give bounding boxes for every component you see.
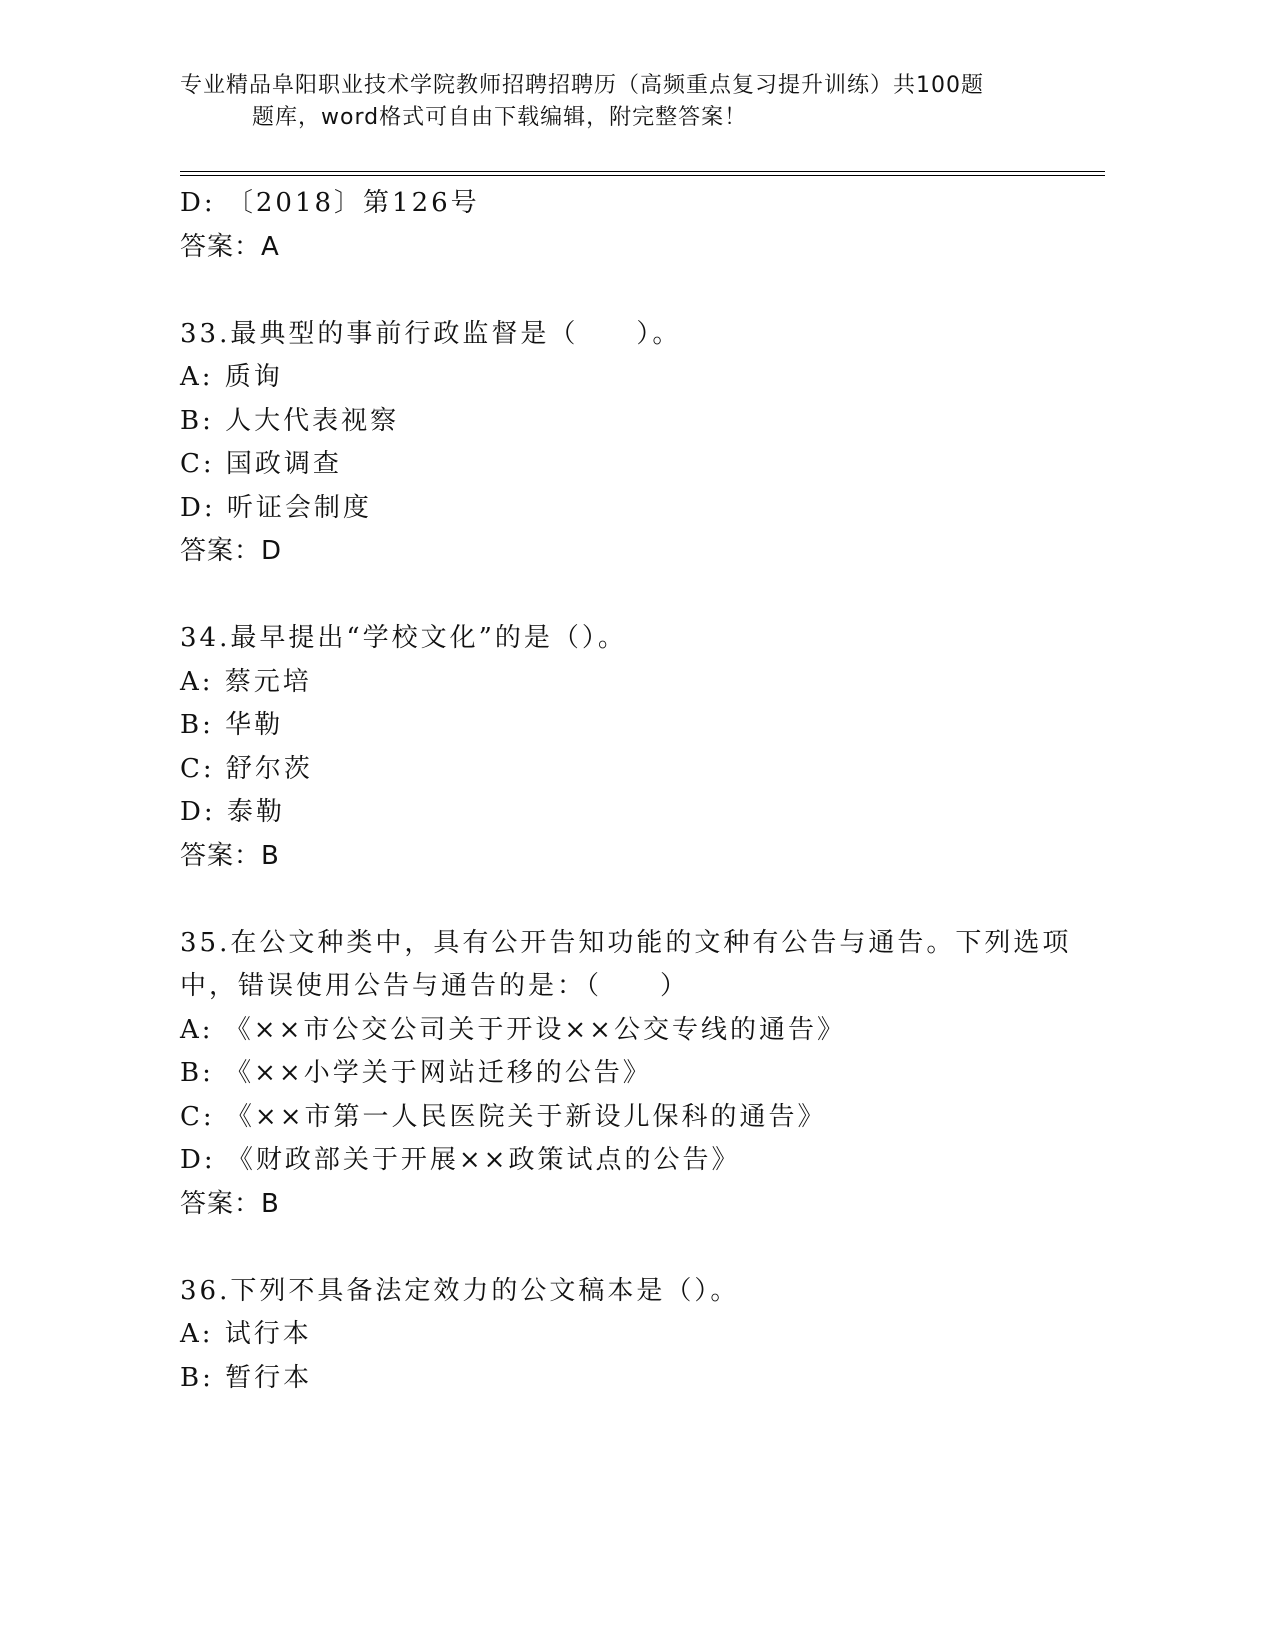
option-a: A: 质询 [180, 362, 283, 392]
prev-option-d: D: 〔2018〕第126号 [180, 188, 480, 218]
document-header [180, 70, 1100, 134]
option-a: A: 蔡元培 [180, 666, 312, 697]
option-d: D: 听证会制度 [180, 492, 372, 523]
answer: 答案：B [180, 840, 280, 871]
question-list [180, 182, 1080, 1400]
question-33 [180, 313, 1080, 574]
header-title-line1: 专业精品阜阳职业技术学院教师招聘招聘历（高频重点复习提升训练）共100题 [180, 73, 984, 98]
option-c: C: 国政调查 [180, 449, 342, 479]
answer: 答案：D [180, 536, 283, 566]
option-a: A: 试行本 [180, 1319, 312, 1349]
option-a: A: 《××市公交公司关于开设××公交专线的通告》 [180, 1014, 846, 1045]
question-stem-line2: 中，错误使用公告与通告的是：（ ） [180, 971, 690, 1001]
prev-answer: 答案：A [180, 231, 280, 262]
option-d: D: 泰勒 [180, 797, 285, 827]
header-title-line2: 题库，word格式可自由下载编辑，附完整答案！ [252, 105, 748, 130]
question-36 [180, 1270, 1080, 1401]
question-stem: 36.下列不具备法定效力的公文稿本是（）。 [180, 1275, 740, 1306]
spacer [180, 574, 1080, 618]
question-35 [180, 922, 1080, 1227]
option-b: B: 华勒 [180, 710, 284, 740]
spacer [180, 269, 1080, 313]
spacer [180, 878, 1080, 922]
option-b: B: 暂行本 [180, 1362, 313, 1393]
question-34 [180, 617, 1080, 878]
header-rule-bottom [180, 175, 1105, 176]
header-rule-top [180, 171, 1105, 172]
option-b: B: 《××小学关于网站迁移的公告》 [180, 1058, 652, 1088]
option-c: C: 舒尔茨 [180, 753, 313, 784]
answer: 答案：B [180, 1188, 280, 1219]
question-stem-line1: 35.在公文种类中，具有公开告知功能的文种有公告与通告。下列选项 [180, 927, 1072, 958]
question-stem: 33.最典型的事前行政监督是（ ）。 [180, 318, 682, 349]
spacer [180, 1226, 1080, 1270]
option-b: B: 人大代表视察 [180, 405, 400, 436]
question-stem: 34.最早提出“学校文化”的是（）。 [180, 623, 627, 653]
option-d: D: 《财政部关于开展××政策试点的公告》 [180, 1145, 741, 1175]
option-c: C: 《××市第一人民医院关于新设儿保科的通告》 [180, 1101, 827, 1132]
